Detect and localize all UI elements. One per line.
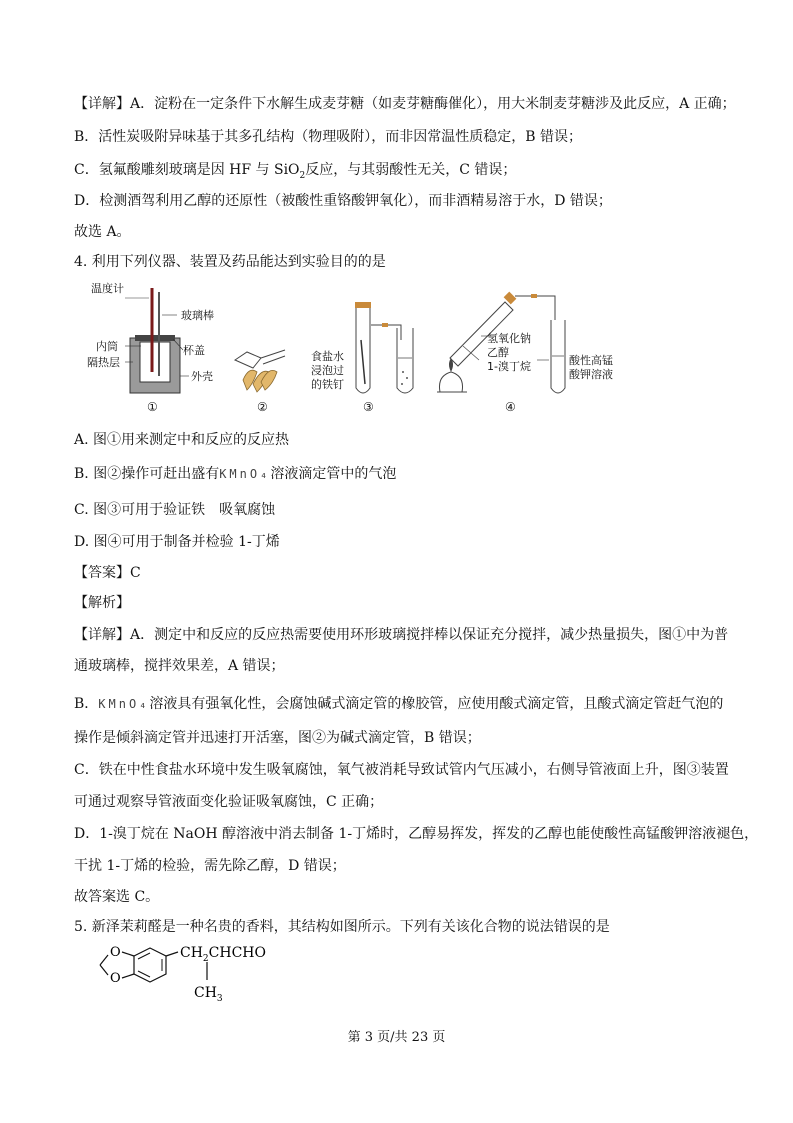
q4-option-d: D. 图④可用于制备并检验 1-丁烯	[74, 534, 280, 550]
q3-explanation-a: 【详解】A．淀粉在一定条件下水解生成麦芽糖（如麦芽糖酶催化），用大米制麦芽糖涉及此反应，A 正确；	[74, 96, 736, 112]
q4-b-formula: KMnO₄	[219, 467, 271, 481]
q4-explanation-c2: 可通过观察导管液面变化验证吸氧腐蚀，C 正确；	[74, 794, 384, 810]
q4-explanation-b1	[74, 694, 733, 714]
methyl-group: $CH_3$	[194, 985, 223, 1004]
water-tube	[397, 328, 413, 393]
q3-explanation-c	[74, 160, 733, 186]
q4-apparatus-figure	[85, 280, 645, 420]
test-tube	[356, 308, 370, 393]
q3-explanation-d: D．检测酒驾利用乙醇的还原性（被酸性重铬酸钾氧化），而非酒精易溶于水，D 错误；	[74, 193, 612, 209]
kmno4-tube	[551, 320, 565, 393]
q4-exp-b-text: B．	[74, 696, 99, 712]
caption-4: ④	[505, 400, 516, 414]
q4-b-text: B. 图②操作可赶出盛有	[74, 466, 220, 482]
q3-explanation-b: B．活性炭吸附异味基于其多孔结构（物理吸附），而非因常温性质稳定，B 错误；	[74, 129, 583, 145]
corrosion-figure	[311, 302, 413, 414]
q4-b-text-post: 溶液滴定管中的气泡	[270, 466, 397, 482]
label-reagent-3: 1-溴丁烷	[487, 360, 531, 373]
q4-explanation-a1: 【详解】A．测定中和反应的反应热需要使用环形玻璃搅拌棒以保证充分搅拌，减少热量损失，图①中为普	[74, 627, 729, 643]
q4-answer: 【答案】C	[74, 565, 141, 581]
label-kmno4-2: 酸钾溶液	[569, 368, 613, 381]
label-reagent-2: 乙醇	[487, 346, 509, 359]
burette-tip	[235, 352, 261, 368]
side-chain: $CH_2CHCHO$	[180, 945, 266, 964]
oxygen-bottom: O	[110, 971, 121, 986]
calorimeter-figure	[87, 281, 214, 414]
q4-conclusion: 故答案选 C。	[74, 889, 160, 905]
elimination-figure	[437, 292, 613, 414]
burette-figure	[235, 350, 285, 414]
q4-analysis-label: 【解析】	[74, 595, 130, 611]
q4-stem: 4. 利用下列仪器、装置及药品能达到实验目的的是	[74, 254, 386, 270]
q4-explanation-a2: 通玻璃棒，搅拌效果差，A 错误；	[74, 658, 285, 674]
q3-c-text-post: 反应，与其弱酸性无关，C 错误；	[305, 162, 517, 178]
q4-option-b	[74, 464, 733, 484]
q3-c-text: C．氢氟酸雕刻玻璃是因 HF 与 SiO	[74, 162, 300, 178]
label-salt-water-3: 的铁钉	[311, 378, 344, 391]
caption-1: ①	[147, 400, 158, 414]
q5-structure-diagram	[70, 942, 270, 1004]
q3-c-subscript: 2	[299, 170, 306, 181]
caption-3: ③	[363, 400, 374, 414]
label-insulation: 隔热层	[87, 356, 120, 369]
label-thermometer: 温度计	[91, 282, 124, 295]
label-glass-rod: 玻璃棒	[181, 309, 214, 322]
iron-nail	[361, 340, 365, 384]
q5-stem: 5. 新泽茉莉醛是一种名贵的香料，其结构如图所示。下列有关该化合物的说法错误的是	[74, 919, 610, 935]
caption-2: ②	[257, 400, 268, 414]
label-shell: 外壳	[191, 370, 213, 383]
q4-explanation-d2: 干扰 1-丁烯的检验，需先除乙醇，D 错误；	[74, 858, 346, 874]
calorimeter-inner-cylinder	[140, 342, 170, 382]
stopper	[355, 302, 371, 308]
page-footer: 第 3 页/共 23 页	[347, 1030, 446, 1045]
q4-option-c: C. 图③可用于验证铁 吸氧腐蚀	[74, 502, 276, 518]
calorimeter-lid	[135, 335, 175, 341]
alcohol-lamp	[439, 372, 462, 392]
q4-explanation-b2: 操作是倾斜滴定管并迅速打开活塞，图②为碱式滴定管，B 错误；	[74, 730, 481, 746]
label-cup-lid: 杯盖	[183, 344, 205, 357]
label-inner-cylinder: 内筒	[96, 340, 118, 353]
oxygen-top: O	[110, 945, 121, 960]
q4-option-a: A. 图①用来测定中和反应的反应热	[74, 432, 290, 448]
q4-explanation-d1: D．1-溴丁烷在 NaOH 醇溶液中消去制备 1-丁烯时，乙醇易挥发，挥发的乙醇也能使酸性高锰酸钾溶液褪色，	[74, 826, 759, 842]
label-kmno4-1: 酸性高锰	[569, 354, 613, 367]
q4-exp-b-text-post: 溶液具有强氧化性，会腐蚀碱式滴定管的橡胶管，应使用酸式滴定管，且酸式滴定管赶气泡的	[149, 696, 724, 712]
q4-exp-b-formula: KMnO₄	[98, 697, 150, 711]
label-salt-water-2: 浸泡过	[311, 364, 344, 377]
q3-conclusion: 故选 A。	[74, 224, 131, 240]
q4-explanation-c1: C．铁在中性食盐水环境中发生吸氧腐蚀，氧气被消耗导致试管内气压减小，右侧导管液面上升，图③装置	[74, 762, 729, 778]
label-reagent-1: 氢氧化钠	[487, 332, 531, 345]
label-salt-water-1: 食盐水	[311, 350, 344, 363]
